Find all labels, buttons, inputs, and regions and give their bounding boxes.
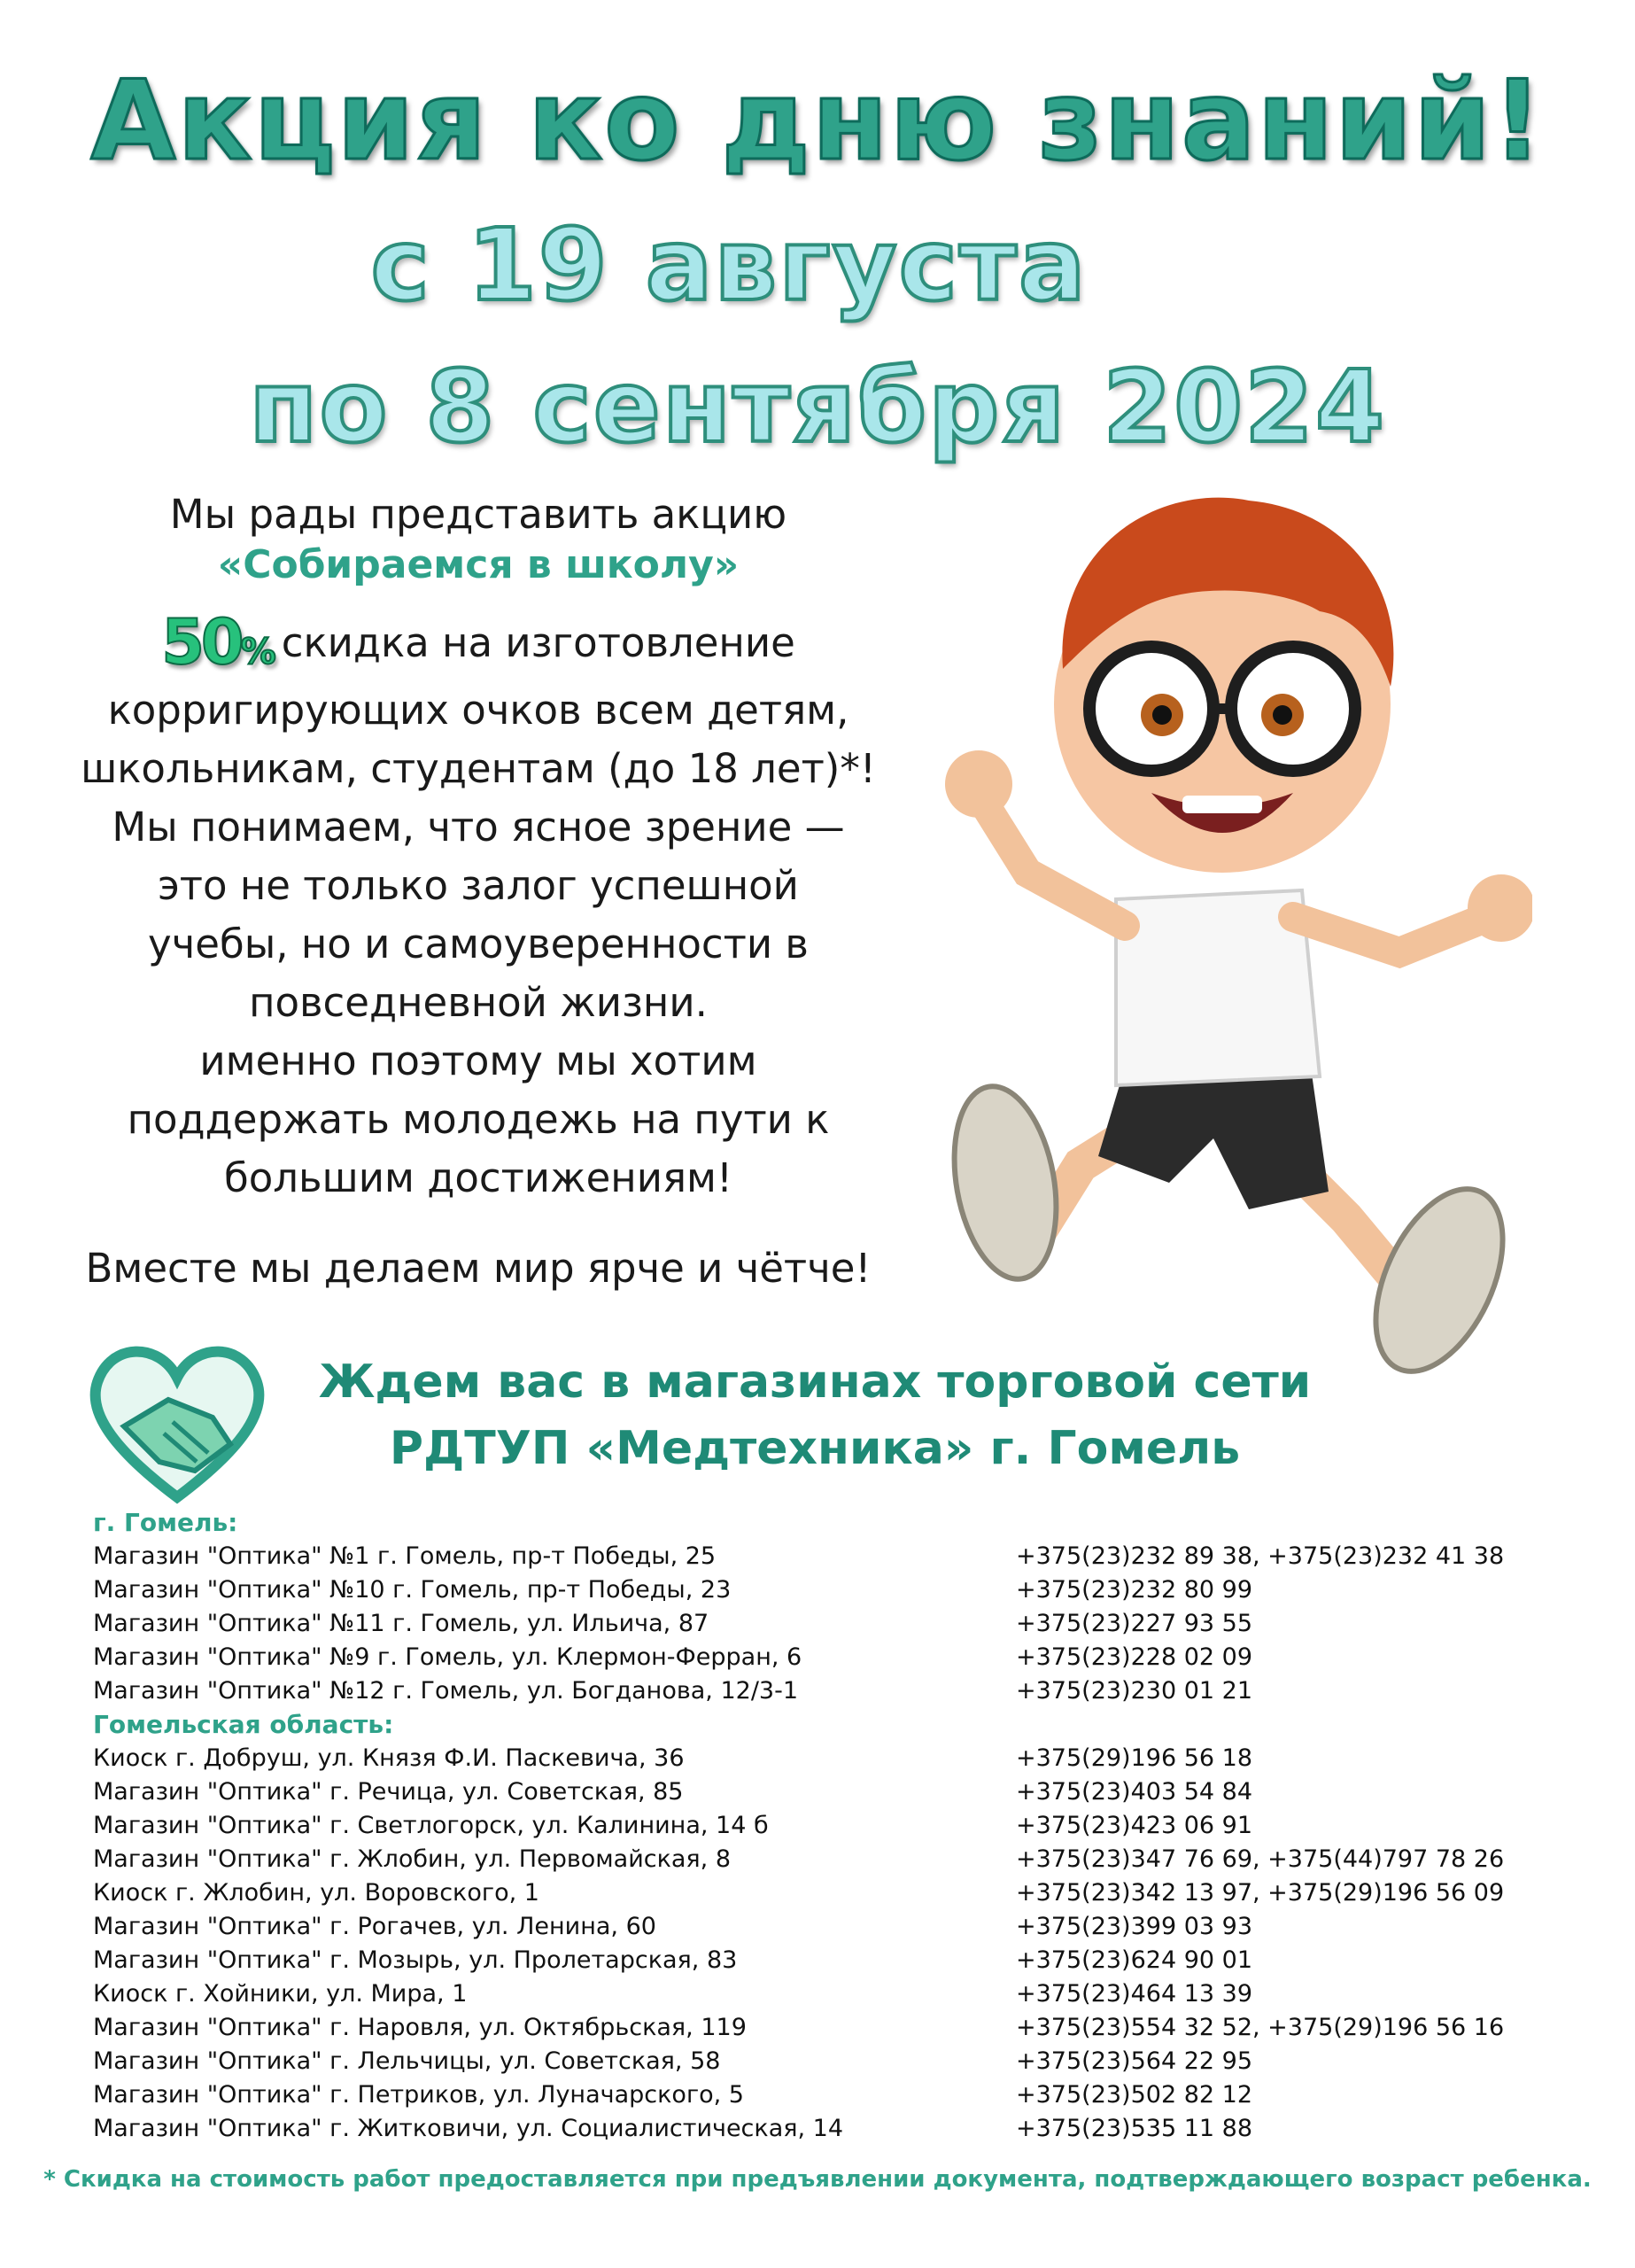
description-line: скидка на изготовление (281, 619, 795, 666)
description-line: это не только залог успешной (158, 862, 799, 909)
store-address: Магазин "Оптика" г. Речица, ул. Советская, 85 (93, 1778, 684, 1806)
store-address: Магазин "Оптика" г. Рогачев, ул. Ленина, 60 (93, 1913, 656, 1940)
closing-slogan: Вместе мы делаем мир ярче и чётче! (85, 1245, 872, 1292)
promo-title: Акция ко дню знаний! (90, 58, 1545, 185)
store-address: Магазин "Оптика" г. Мозырь, ул. Пролетарская, 83 (93, 1946, 738, 1974)
store-list (93, 1506, 1581, 2146)
description-line: корригирующих очков всем детям, (107, 687, 849, 734)
store-row (93, 2045, 1581, 2078)
store-phone: +375(23)502 82 12 (1016, 2081, 1252, 2109)
promo-date-from: с 19 августа (370, 208, 1088, 323)
store-row (93, 1809, 1581, 1843)
promo-description (27, 606, 930, 1208)
store-address: Магазин "Оптика" №9 г. Гомель, ул. Клермон-Ферран, 6 (93, 1643, 802, 1671)
store-row (93, 1674, 1581, 1708)
region-label-gomel: г. Гомель: (93, 1508, 238, 1537)
description-line: поддержать молодежь на пути к (127, 1096, 830, 1143)
store-address: Магазин "Оптика" г. Лельчицы, ул. Советская, 58 (93, 2047, 721, 2075)
description-line: школьникам, студентам (до 18 лет)*! (81, 745, 876, 792)
discount-line (27, 606, 930, 681)
store-address: Магазин "Оптика" г. Жлобин, ул. Первомайская, 8 (93, 1845, 732, 1873)
invite-line-1: Ждем вас в магазинах торговой сети (318, 1355, 1312, 1409)
store-row (93, 1775, 1581, 1809)
store-phone: +375(23)232 89 38, +375(23)232 41 38 (1016, 1542, 1505, 1570)
store-phone: +375(23)624 90 01 (1016, 1946, 1252, 1974)
store-row (93, 1607, 1581, 1641)
promo-name: «Собираемся в школу» (217, 542, 740, 587)
store-row (93, 2112, 1581, 2146)
store-phone: +375(23)347 76 69, +375(44)797 78 26 (1016, 1845, 1505, 1873)
store-row (93, 1910, 1581, 1944)
intro-line: Мы рады представить акцию (169, 491, 787, 538)
store-phone: +375(23)403 54 84 (1016, 1778, 1252, 1806)
description-line: большим достижениям! (223, 1154, 733, 1201)
store-row (93, 1843, 1581, 1876)
store-phone: +375(23)227 93 55 (1016, 1610, 1252, 1637)
invite-line-2: РДТУП «Медтехника» г. Гомель (389, 1422, 1241, 1475)
store-row (93, 1944, 1581, 1977)
store-address: Магазин "Оптика" №12 г. Гомель, ул. Богданова, 12/3-1 (93, 1677, 799, 1705)
store-phone: +375(23)464 13 39 (1016, 1980, 1252, 2008)
store-phone: +375(23)228 02 09 (1016, 1643, 1252, 1671)
store-address: Киоск г. Добруш, ул. Князя Ф.И. Паскевича, 36 (93, 1744, 685, 1772)
store-phone: +375(23)564 22 95 (1016, 2047, 1252, 2075)
store-phone: +375(23)535 11 88 (1016, 2115, 1252, 2142)
store-address: Магазин "Оптика" №1 г. Гомель, пр-т Победы, 25 (93, 1542, 717, 1570)
store-row (93, 2011, 1581, 2045)
discount-50-badge: 50% (161, 606, 276, 679)
store-address: Магазин "Оптика" г. Наровля, ул. Октябрьская, 119 (93, 2014, 747, 2041)
store-address: Магазин "Оптика" №11 г. Гомель, ул. Ильича, 87 (93, 1610, 709, 1637)
store-address: Киоск г. Хойники, ул. Мира, 1 (93, 1980, 468, 2008)
store-row (93, 1876, 1581, 1910)
description-line: именно поэтому мы хотим (199, 1037, 757, 1084)
store-phone: +375(23)399 03 93 (1016, 1913, 1252, 1940)
promo-date-to: по 8 сентября 2024 (249, 350, 1386, 465)
footnote: * Скидка на стоимость работ предоставляется при предъявлении документа, подтверждающего возраст ребенка. (43, 2166, 1592, 2193)
region-label-oblast: Гомельская область: (93, 1710, 394, 1739)
store-phone: +375(23)423 06 91 (1016, 1812, 1252, 1839)
handshake-heart-icon (89, 1338, 266, 1506)
store-phone: +375(23)232 80 99 (1016, 1576, 1252, 1604)
store-row (93, 1573, 1581, 1607)
description-line: Мы понимаем, что ясное зрение — (112, 804, 845, 850)
store-row (93, 1641, 1581, 1674)
store-row (93, 1977, 1581, 2011)
description-line: учебы, но и самоуверенности в (148, 920, 809, 967)
description-line: повседневной жизни. (249, 979, 708, 1026)
store-row (93, 1540, 1581, 1573)
store-row (93, 2078, 1581, 2112)
cartoon-boy-illustration (930, 456, 1532, 1431)
store-phone: +375(29)196 56 18 (1016, 1744, 1252, 1772)
store-phone: +375(23)342 13 97, +375(29)196 56 09 (1016, 1879, 1505, 1907)
store-address: Магазин "Оптика" г. Светлогорск, ул. Калинина, 14 б (93, 1812, 769, 1839)
store-address: Магазин "Оптика" г. Житковичи, ул. Социалистическая, 14 (93, 2115, 844, 2142)
store-address: Магазин "Оптика" г. Петриков, ул. Луначарского, 5 (93, 2081, 744, 2109)
store-address: Киоск г. Жлобин, ул. Воровского, 1 (93, 1879, 539, 1907)
store-phone: +375(23)554 32 52, +375(29)196 56 16 (1016, 2014, 1505, 2041)
store-address: Магазин "Оптика" №10 г. Гомель, пр-т Победы, 23 (93, 1576, 732, 1604)
store-row (93, 1742, 1581, 1775)
store-phone: +375(23)230 01 21 (1016, 1677, 1252, 1705)
